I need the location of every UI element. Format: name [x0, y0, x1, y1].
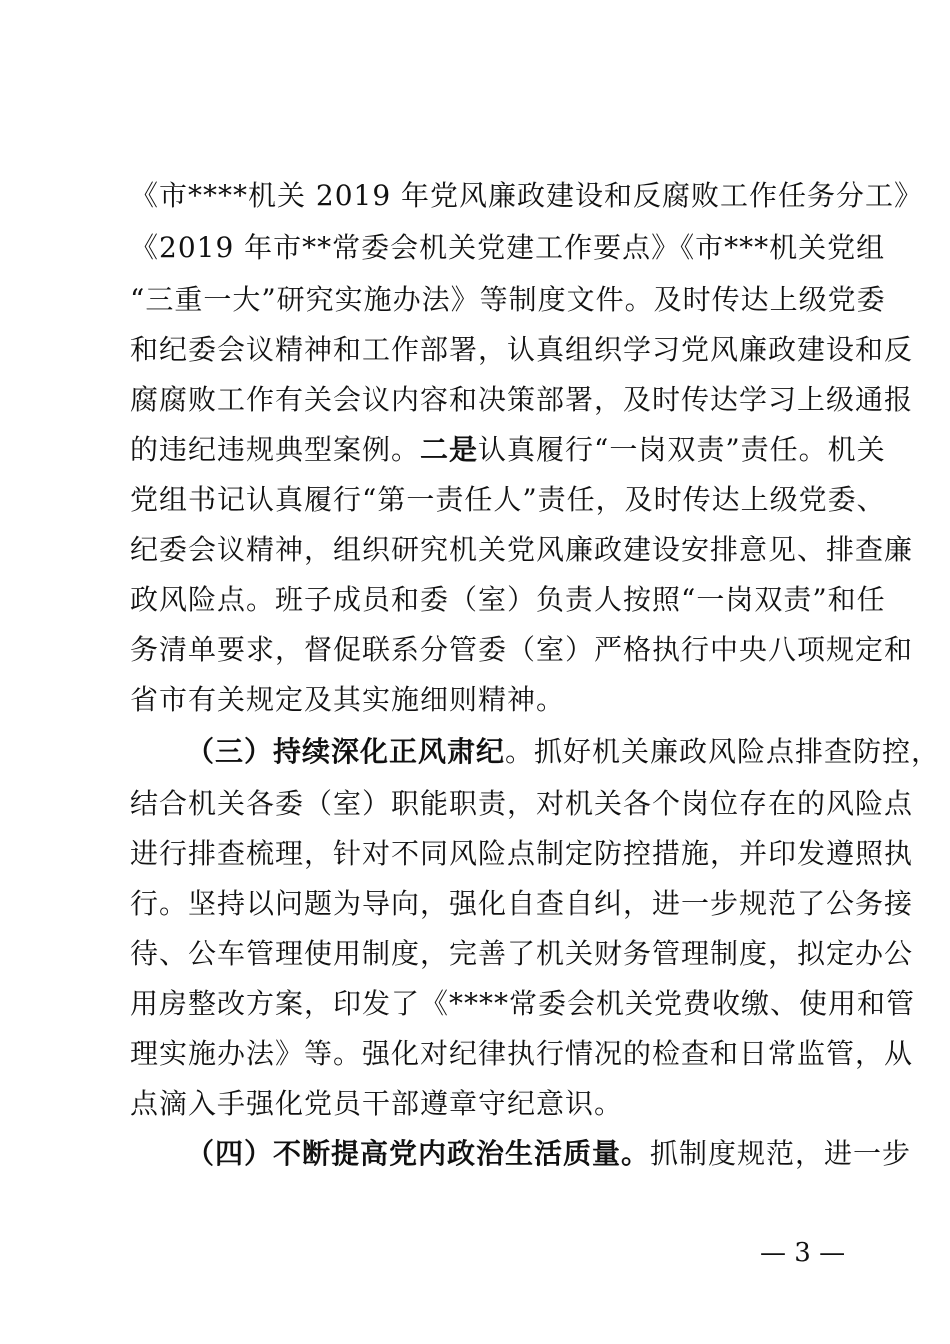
body-text: 政风险点。班子成员和委（室）负责人按照“一岗双责”和任 [130, 583, 886, 616]
body-text: 和纪委会议精神和工作部署，认真组织学习党风廉政建设和反 [130, 333, 914, 366]
body-text: 用房整改方案，印发了《****常委会机关党费收缴、使用和管 [130, 987, 916, 1020]
text-line [130, 630, 914, 670]
text-line [130, 580, 886, 620]
body-text: 抓制度规范，进一步 [650, 1137, 912, 1170]
text-line [130, 530, 914, 570]
body-text: 进行排查梳理，针对不同风险点制定防控措施，并印发遵照执 [130, 837, 914, 870]
text-line [130, 176, 924, 216]
body-text: 认真履行“一岗双责”责任。机关 [478, 433, 886, 466]
body-text: “三重一大”研究实施办法》等制度文件。及时传达上级党委 [130, 283, 886, 316]
text-line [130, 984, 916, 1024]
text-line [130, 280, 886, 320]
body-text: 的违纪违规典型案例。 [130, 433, 421, 466]
text-line [130, 934, 914, 974]
text-line [130, 430, 886, 470]
body-text: 腐腐败工作有关会议内容和决策部署，及时传达学习上级通报 [130, 383, 914, 416]
text-line [130, 380, 914, 420]
body-text: 《2019 年市**常委会机关党建工作要点》《市***机关党组 [130, 231, 886, 264]
body-text: 党组书记认真履行“第一责任人”责任，及时传达上级党委、 [130, 483, 886, 516]
text-line [130, 784, 914, 824]
text-line [130, 834, 914, 874]
body-text: 点滴入手强化党员干部遵章守纪意识。 [130, 1087, 624, 1120]
body-text: 行。坚持以问题为导向，强化自查自纠，进一步规范了公务接 [130, 887, 914, 920]
body-text: 结合机关各委（室）职能职责，对机关各个岗位存在的风险点 [130, 787, 914, 820]
text-line [130, 680, 830, 720]
bold-heading-text: （三）持续深化正风肃纪 [186, 735, 506, 768]
body-text: 。抓好机关廉政风险点排查防控， [505, 735, 941, 768]
body-text: 《市****机关 2019 年党风廉政建设和反腐败工作任务分工》 [130, 179, 924, 212]
bold-heading-text: （四）不断提高党内政治生活质量。 [186, 1137, 651, 1170]
body-text: 理实施办法》等。强化对纪律执行情况的检查和日常监管，从 [130, 1037, 914, 1070]
body-text: 待、公车管理使用制度，完善了机关财务管理制度，拟定办公 [130, 937, 914, 970]
text-line [130, 1084, 830, 1124]
body-text: 省市有关规定及其实施细则精神。 [130, 683, 566, 716]
text-line [130, 884, 914, 924]
body-text: 务清单要求，督促联系分管委（室）严格执行中央八项规定和 [130, 633, 914, 666]
body-text: 纪委会议精神，组织研究机关党风廉政建设安排意见、排查廉 [130, 533, 914, 566]
bold-heading-text: 二是 [420, 433, 479, 466]
text-line [130, 228, 886, 268]
text-line [186, 1134, 912, 1174]
page-number: — 3 — [760, 1238, 846, 1268]
text-line [130, 330, 914, 370]
text-line [130, 480, 886, 520]
text-line [130, 1034, 914, 1074]
text-line [186, 732, 941, 772]
